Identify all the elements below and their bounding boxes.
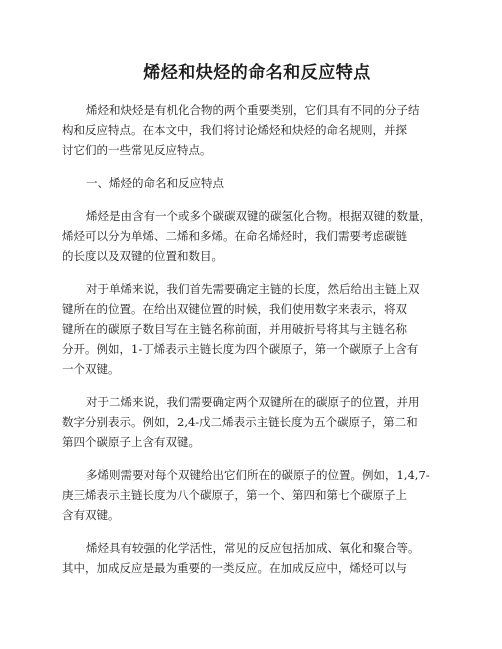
text-line: 一个双键。 bbox=[62, 362, 120, 376]
paragraph-polyene bbox=[62, 465, 452, 525]
document-title: 烯烃和炔烃的命名和反应特点 bbox=[143, 63, 371, 83]
text-line: 多烯则需要对每个双键给出它们所在的碳原子的位置。例如，1,4,7- bbox=[86, 468, 430, 482]
text-line: 键所在的位置。在给出双键位置的时候，我们使用数字来表示，将双 bbox=[62, 302, 407, 316]
paragraph-monoene bbox=[62, 279, 452, 379]
text-line: 烯烃和炔烃是有机化合物的两个重要类别，它们具有不同的分子结 bbox=[86, 103, 420, 117]
text-line: 的长度以及双键的位置和数目。 bbox=[62, 249, 223, 263]
text-line: 烯烃可以分为单烯、二烯和多烯。在命名烯烃时，我们需要考虑碳链 bbox=[62, 229, 407, 243]
text-line: 讨它们的一些常见反应特点。 bbox=[62, 143, 212, 157]
text-line: 烯烃是由含有一个或多个碳碳双键的碳氢化合物。根据双键的数量， bbox=[86, 209, 431, 223]
text-line: 对于二烯来说，我们需要确定两个双键所在的碳原子的位置，并用 bbox=[86, 395, 420, 409]
text-line: 烯烃具有较强的化学活性，常见的反应包括加成、氧化和聚合等。 bbox=[86, 541, 420, 555]
text-line: 其中，加成反应是最为重要的一类反应。在加成反应中，烯烃可以与 bbox=[62, 561, 407, 575]
section-heading-text: 一、烯烃的命名和反应特点 bbox=[86, 176, 224, 190]
paragraph-alkene-definition bbox=[62, 206, 452, 266]
text-line: 键所在的碳原子数目写在主链名称前面，并用破折号将其与主链名称 bbox=[62, 322, 407, 336]
text-line: 第四个碳原子上含有双键。 bbox=[62, 435, 200, 449]
text-line: 庚三烯表示主链长度为八个碳原子，第一个、第四和第七个碳原子上 bbox=[62, 488, 407, 502]
paragraph-intro bbox=[62, 100, 452, 160]
text-line: 分开。例如，1-丁烯表示主链长度为四个碳原子，第一个碳原子上含有 bbox=[62, 342, 419, 356]
text-line: 对于单烯来说，我们首先需要确定主链的长度，然后给出主链上双 bbox=[86, 282, 420, 296]
text-line: 含有双键。 bbox=[62, 508, 120, 522]
paragraph-reactivity bbox=[62, 538, 452, 578]
paragraph-diene bbox=[62, 392, 452, 452]
section-heading bbox=[62, 173, 452, 193]
text-line: 构和反应特点。在本文中，我们将讨论烯烃和炔烃的命名规则，并探 bbox=[62, 123, 407, 137]
text-line: 数字分别表示。例如，2,4-戊二烯表示主链长度为五个碳原子，第二和 bbox=[62, 415, 418, 429]
